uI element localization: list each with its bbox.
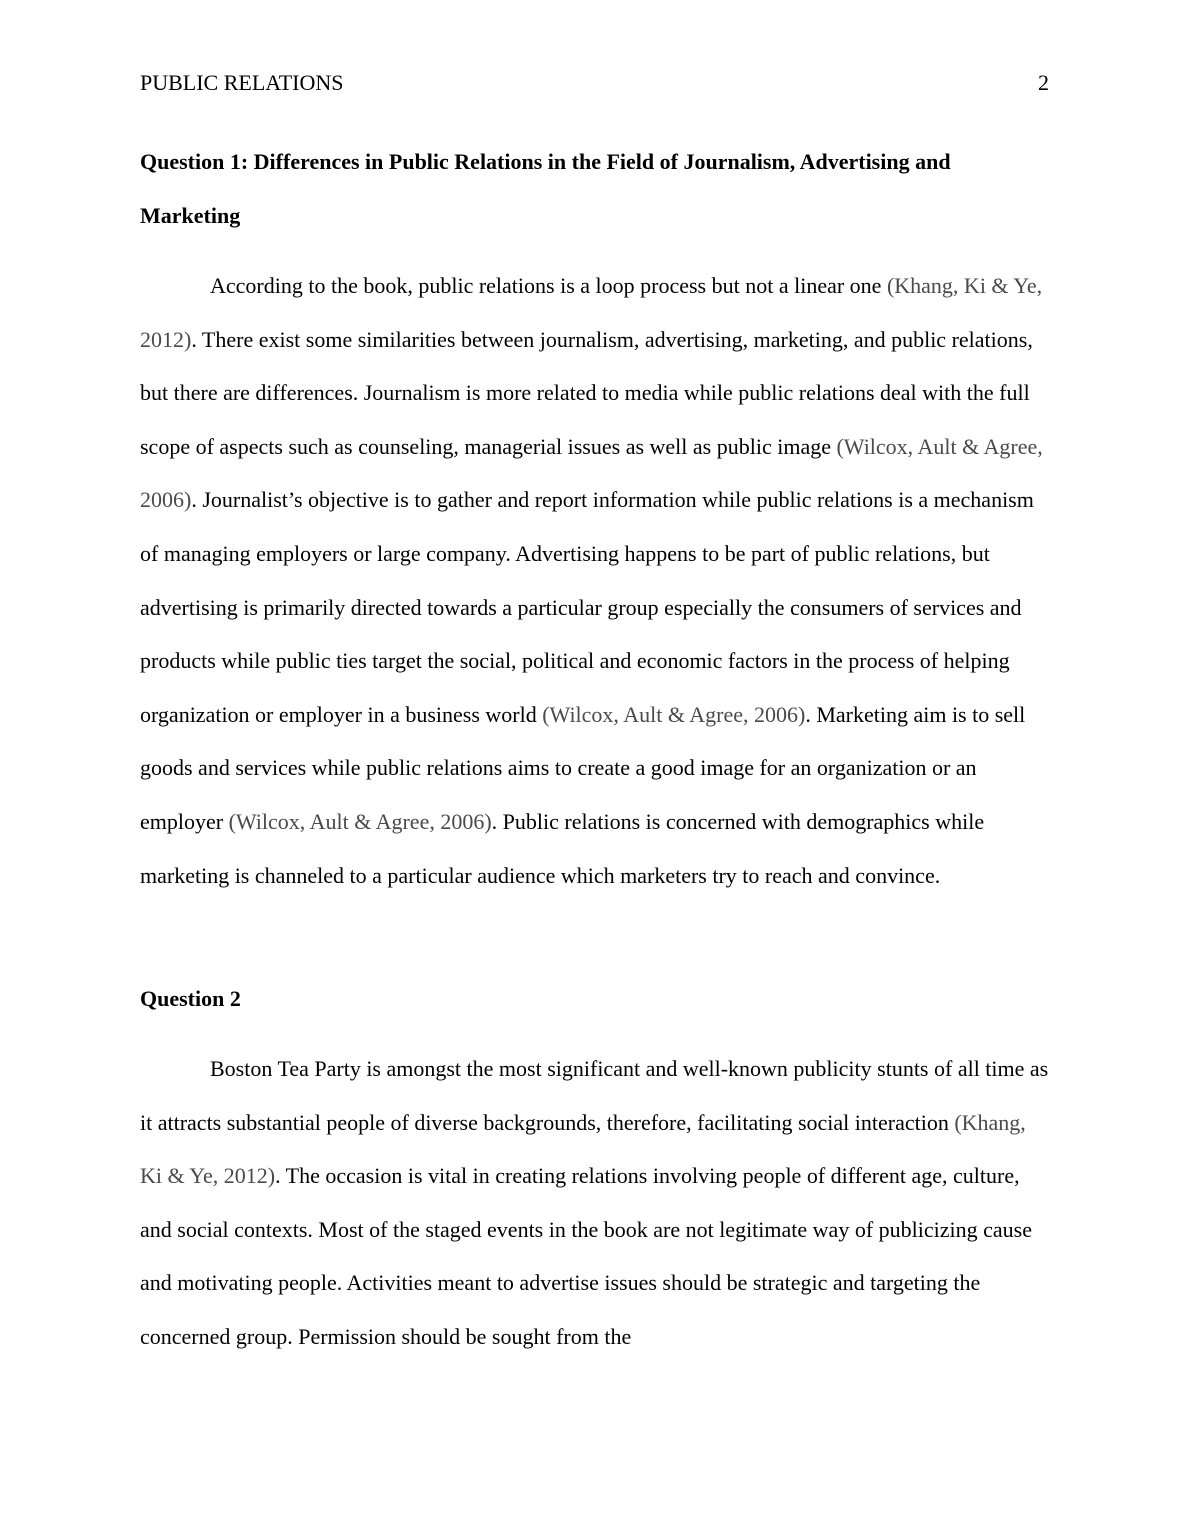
- citation: (Wilcox, Ault & Agree, 2006): [228, 808, 492, 834]
- citation: (Khang, Ki & Ye, 2012): [140, 273, 1043, 352]
- citation: (Wilcox, Ault & Agree, 2006): [140, 433, 1043, 513]
- running-head: [140, 68, 1049, 98]
- text-run: . There exist some similarities between journalism, advertising, marketing, and public relations, but there are differences. Journalism is more related to media while public relations deal with the full scope of aspects such as counseling, managerial issues as well as public image: [140, 326, 1033, 459]
- text-run: Boston Tea Party is amongst the most significant and well-known publicity stunts of all time as it attracts substantial people of diverse backgrounds, therefore, facilitating social interaction: [140, 1056, 1049, 1135]
- text-run: . The occasion is vital in creating relations involving people of different age, culture, and social contexts. Most of the staged events in the book are not legitimate way of publicizing cause and motivating people. Activities meant to advertise issues should be strategic and targeting the concerned group. Permission should be sought from the: [140, 1163, 1032, 1349]
- section-2-paragraph: [140, 1042, 1051, 1364]
- section-2-heading: Question 2: [140, 986, 241, 1011]
- running-head-title: PUBLIC RELATIONS: [140, 70, 344, 95]
- section-1-heading: Question 1: Differences in Public Relations in the Field of Journalism, Advertising and Marketing: [140, 149, 951, 228]
- citation: (Khang, Ki & Ye, 2012): [140, 1109, 1026, 1189]
- page-number: 2: [1038, 70, 1049, 95]
- text-run: . Journalist’s objective is to gather and report information while public relations is a mechanism of managing employers or large company. Advertising happens to be part of public relations, but advertising is primarily directed towards a particular group especially the consumers of services and products while public ties target the social, political and economic factors in the process of helping organization or employer in a business world: [140, 487, 1034, 727]
- section-1-paragraph: [140, 259, 1051, 902]
- text-run: . Marketing aim is to sell goods and services while public relations aims to create a good image for an organization or an employer: [140, 701, 1026, 834]
- text-run: According to the book, public relations is a loop process but not a linear one: [210, 273, 887, 298]
- text-run: . Public relations is concerned with demographics while marketing is channeled to a particular audience which marketers try to reach and convince.: [140, 808, 985, 888]
- citation: (Wilcox, Ault & Agree, 2006): [542, 701, 806, 727]
